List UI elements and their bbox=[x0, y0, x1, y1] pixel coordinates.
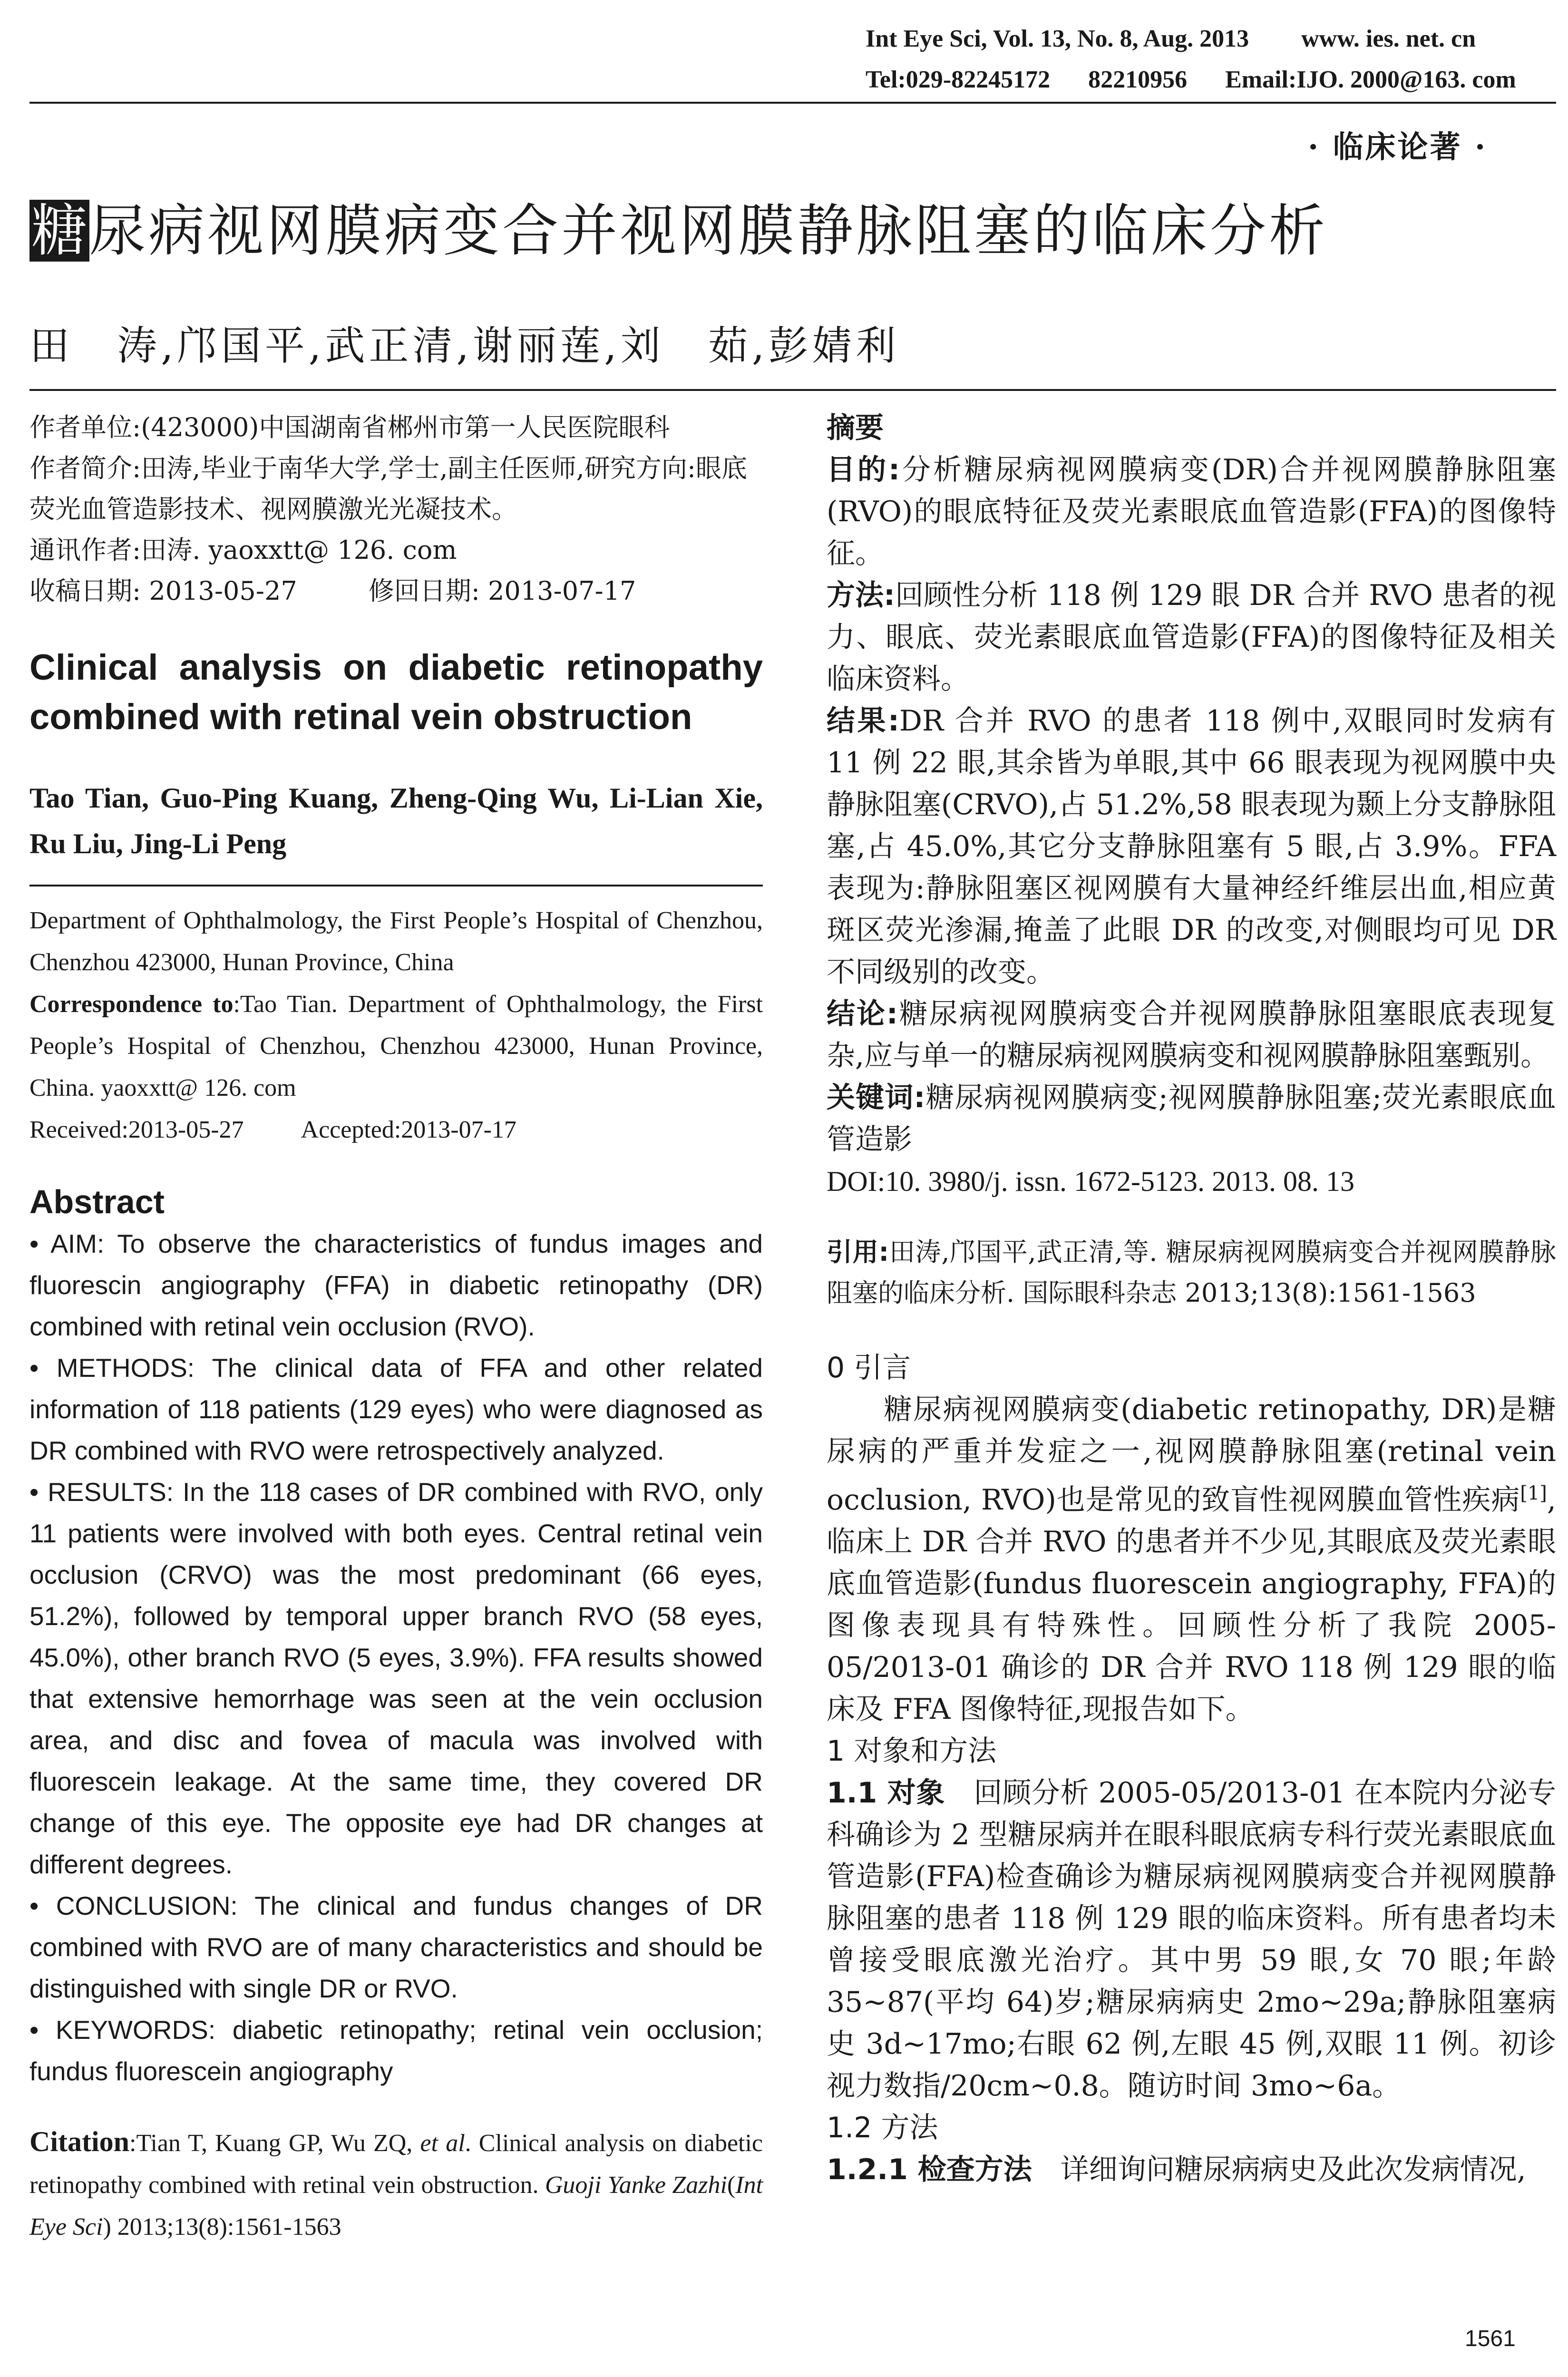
intro-text-a: 糖尿病视网膜病变(diabetic retinopathy, DR)是糖尿病的严重并发症之一,视网膜静脉阻塞(retinal vein occlusion, RVO)也是常见的致盲性视网膜血管性疾病 bbox=[827, 1393, 1556, 1517]
left-column bbox=[29, 407, 763, 2248]
right-column bbox=[827, 407, 1556, 2191]
keywords-label: 关键词: bbox=[827, 1081, 925, 1114]
section-tag: · 临床论著 · bbox=[1308, 129, 1488, 165]
page-number: 1561 bbox=[1465, 2326, 1516, 2351]
results-label: 结果: bbox=[827, 704, 899, 738]
abstract-keywords: • KEYWORDS: diabetic retinopathy; retinal vein occlusion; fundus fluorescein angiography bbox=[29, 2015, 763, 2086]
english-correspondence bbox=[29, 984, 763, 1109]
intro-text-b: ,临床上 DR 合并 RVO 的患者并不少见,其眼底及荧光素眼底血管造影(fundus fluorescein angiography, FFA)的图像表现具有特殊性。回顾性分析了我院 2005-05/2013-01 确诊的 DR 合并 RVO 118 例 129 眼的临床及 FFA 图像特征,现报告如下。 bbox=[827, 1483, 1556, 1726]
section-1-heading: 1 对象和方法 bbox=[827, 1734, 997, 1768]
header-rule bbox=[29, 102, 1556, 104]
intro-ref: [1] bbox=[1520, 1482, 1547, 1504]
cn-abstract-methods bbox=[827, 575, 1556, 700]
english-title: Clinical analysis on diabetic retinopathy combined with retinal vein obstruction bbox=[29, 647, 763, 737]
conclusion-label: 结论: bbox=[827, 997, 898, 1031]
journal-header-line bbox=[866, 25, 1555, 53]
journal-website: www. ies. net. cn bbox=[1301, 25, 1476, 52]
title-initial: 糖 bbox=[29, 200, 89, 262]
citation-authors: :Tian T, Kuang GP, Wu ZQ, bbox=[129, 2130, 413, 2157]
citation-journal: Guoji Yanke Zazhi bbox=[545, 2172, 727, 2199]
abstract-conclusion: • CONCLUSION: The clinical and fundus changes of DR combined with RVO are of many characteristics and should be distinguished with single DR or RVO. bbox=[29, 1891, 763, 2003]
aim-text: 分析糖尿病视网膜病变(DR)合并视网膜静脉阻塞(RVO)的眼底特征及荧光素眼底血管造影(FFA)的图像特征。 bbox=[827, 453, 1556, 570]
abstract-methods: • METHODS: The clinical data of FFA and other related information of 118 patients (129 eyes) who were diagnosed as DR combined with RVO were retrospectively analyzed. bbox=[29, 1353, 763, 1465]
title-rule bbox=[29, 389, 1556, 391]
correspondence-text: :Tao Tian. Department of Ophthalmology, the First People’s Hospital of Chenzhou, Chenzhou 423000, Hunan Province, China. yaoxxtt@ 126. com bbox=[29, 991, 763, 1101]
intro-heading: 0 引言 bbox=[827, 1351, 911, 1384]
methods-text: 回顾性分析 118 例 129 眼 DR 合并 RVO 患者的视力、眼底、荧光素眼底血管造影(FFA)的图像特征及相关临床资料。 bbox=[827, 579, 1556, 696]
received-date-cn: 收稿日期: 2013-05-27 bbox=[29, 576, 297, 606]
section-1-2-heading: 1.2 方法 bbox=[827, 2111, 938, 2144]
section-1-1-label: 1.1 对象 bbox=[827, 1776, 945, 1810]
section-1-2-1-label: 1.2.1 检查方法 bbox=[827, 2153, 1032, 2186]
author-bio: 作者简介:田涛,毕业于南华大学,学士,副主任医师,研究方向:眼底荧光血管造影技术、视网膜激光光凝技术。 bbox=[29, 453, 748, 524]
journal-citation: Int Eye Sci, Vol. 13, No. 8, Aug. 2013 bbox=[866, 25, 1249, 52]
cn-abstract-aim bbox=[827, 449, 1556, 575]
author-unit: 作者单位:(423000)中国湖南省郴州市第一人民医院眼科 bbox=[29, 412, 670, 442]
english-department: Department of Ophthalmology, the First People’s Hospital of Chenzhou, Chenzhou 423000, Hunan Province, China bbox=[29, 907, 763, 976]
aim-label: 目的: bbox=[827, 453, 900, 487]
conclusion-text: 糖尿病视网膜病变合并视网膜静脉阻塞眼底表现复杂,应与单一的糖尿病视网膜病变和视网膜静脉阻塞甄别。 bbox=[827, 997, 1556, 1072]
abstract-results: • RESULTS: In the 118 cases of DR combined with RVO, only 11 patients were involved with both eyes. Central retinal vein occlusion (CRVO) was the most predominant (66 eyes, 51.2%), followed by temporal upper branch RVO (58 eyes, 45.0%), other branch RVO (5 eyes, 3.9%). FFA results showed that extensive hemorrhage was seen at the vein occlusion area, and disc and fovea of macula was involved with fluorescein leakage. At the same time, they covered DR change of this eye. The opposite eye had DR changes at different degrees. bbox=[29, 1477, 763, 1879]
cn-abstract-heading: 摘要 bbox=[827, 411, 884, 445]
abstract-heading: Abstract bbox=[29, 1183, 165, 1220]
doi: DOI:10. 3980/j. issn. 1672-5123. 2013. 08. 13 bbox=[827, 1166, 1354, 1197]
cn-abstract-results bbox=[827, 700, 1556, 993]
cn-citation bbox=[827, 1232, 1556, 1314]
results-text: DR 合并 RVO 的患者 118 例中,双眼同时发病有 11 例 22 眼,其余皆为单眼,其中 66 眼表现为视网膜中央静脉阻塞(CRVO),占 51.2%,58 眼表现为颞上分支静脉阻塞,占 45.0%,其它分支静脉阻塞有 5 眼,占 3.9%。FFA 表现为:静脉阻塞区视网膜有大量神经纤维层出血,相应黄斑区荧光渗漏,掩盖了此眼 DR 的改变,对侧眼均可见 DR 不同级别的改变。 bbox=[827, 704, 1556, 989]
english-authors: Tao Tian, Guo-Ping Kuang, Zheng-Qing Wu, Li-Lian Xie, Ru Liu, Jing-Li Peng bbox=[29, 782, 763, 859]
citation-etal: et al bbox=[420, 2130, 465, 2157]
methods-label: 方法: bbox=[827, 579, 896, 612]
english-citation bbox=[29, 2121, 763, 2248]
citation-label: Citation bbox=[29, 2126, 129, 2157]
english-dates bbox=[29, 1109, 763, 1151]
section-1-2-1-text: 详细询问糖尿病病史及此次发病情况, bbox=[1060, 2153, 1526, 2186]
journal-contact-line bbox=[866, 66, 1555, 94]
section-1-1 bbox=[827, 1772, 1556, 2107]
cn-abstract-conclusion bbox=[827, 993, 1556, 1077]
journal-email: Email:IJO. 2000@163. com bbox=[1225, 66, 1516, 93]
cn-citation-label: 引用: bbox=[827, 1237, 889, 1267]
received-date-en: Received:2013-05-27 bbox=[29, 1116, 244, 1143]
intro-paragraph bbox=[827, 1389, 1556, 1730]
journal-phone-2: 82210956 bbox=[1088, 66, 1188, 93]
correspondence-label: Correspondence to bbox=[29, 991, 234, 1018]
cn-citation-text: 田涛,邝国平,武正清,等. 糖尿病视网膜病变合并视网膜静脉阻塞的临床分析. 国际眼科杂志 2013;13(8):1561-1563 bbox=[827, 1237, 1556, 1308]
section-1-2-1 bbox=[827, 2149, 1556, 2191]
section-1-1-text: 回顾分析 2005-05/2013-01 在本院内分泌专科确诊为 2 型糖尿病并在眼科眼底病专科行荧光素眼底血管造影(FFA)检查确诊为糖尿病视网膜病变合并视网膜静脉阻塞的患者 118 例 129 眼的临床资料。所有患者均未曾接受眼底激光治疗。其中男 59 眼,女 70 眼;年龄 35~87(平均 64)岁;糖尿病病史 2mo~29a;静脉阻塞病史 3d~17mo;右眼 62 例,左眼 45 例,双眼 11 例。初诊视力数指/20cm~0.8。随访时间 3mo~6a。 bbox=[827, 1776, 1557, 2103]
revised-date-cn: 修回日期: 2013-07-17 bbox=[368, 576, 636, 606]
journal-phone: Tel:029-82245172 bbox=[866, 66, 1051, 93]
citation-paren-open: ( bbox=[727, 2172, 736, 2199]
corresponding-author: 通讯作者:田涛. yaoxxtt@ 126. com bbox=[29, 535, 457, 565]
dates-cn bbox=[29, 571, 763, 612]
abstract-aim: • AIM: To observe the characteristics of fundus images and fluorescin angiography (FFA) in diabetic retinopathy (DR) combined with retinal vein occlusion (RVO). bbox=[29, 1229, 763, 1341]
citation-journal-en: Int Eye Sci bbox=[29, 2172, 763, 2241]
authors-cn: 田 涛,邝国平,武正清,谢丽莲,刘 茹,彭婧利 bbox=[29, 322, 900, 369]
cn-abstract-keywords bbox=[827, 1077, 1556, 1160]
accepted-date-en: Accepted:2013-07-17 bbox=[301, 1116, 516, 1143]
title-text: 尿病视网膜病变合并视网膜静脉阻塞的临床分析 bbox=[89, 198, 1328, 263]
citation-volume: ) 2013;13(8):1561-1563 bbox=[103, 2213, 341, 2241]
keywords-text: 糖尿病视网膜病变;视网膜静脉阻塞;荧光素眼底血管造影 bbox=[827, 1081, 1556, 1156]
citation-title: . Clinical analysis on diabetic retinopathy combined with retinal vein obstruction. bbox=[29, 2130, 763, 2199]
article-title bbox=[29, 200, 1556, 271]
